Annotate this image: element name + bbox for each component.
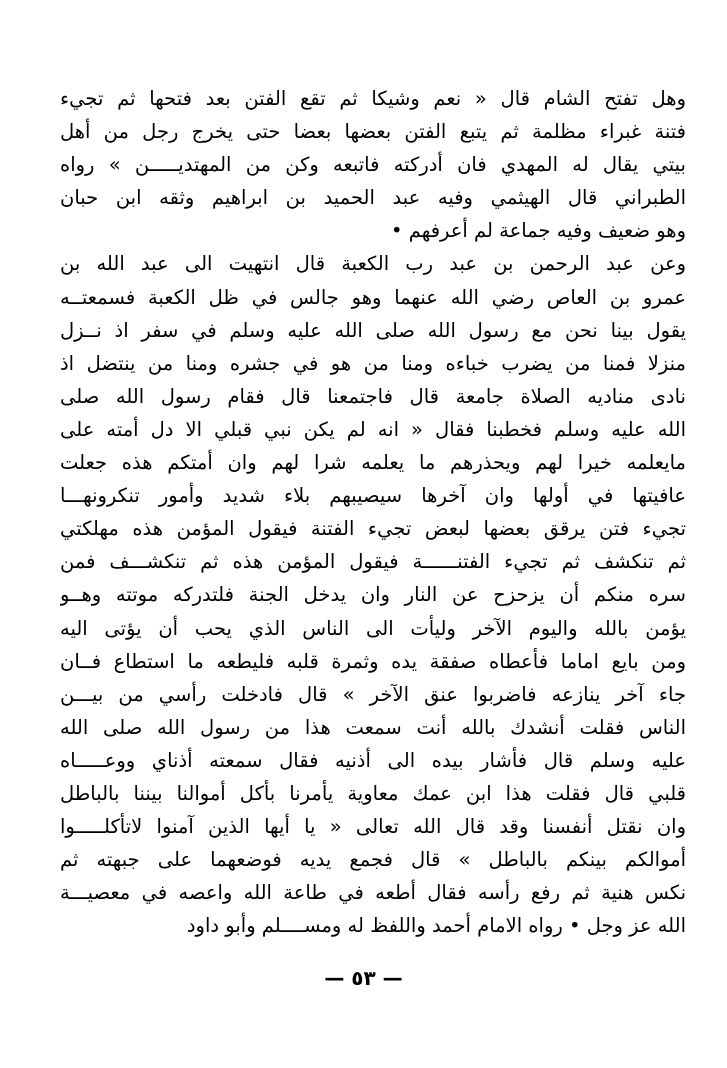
text-line: عمرو بن العاص رضي الله عنهما وهو جالس في ظل الكعبة فسمعتــه — [60, 285, 686, 309]
text-line: قلبي قال فقلت هذا ابن عمك معاوية يأمرنا بأكل أموالنا بيننا بالباطل — [60, 781, 686, 805]
text-line: ومن بايع اماما فأعطاه صفقة يده وثمرة قلبه فليطعه ما استطاع فــان — [60, 649, 686, 673]
text-line: وهل تفتح الشام قال « نعم وشيكا ثم تقع الفتن بعد فتحها ثم تجيء — [60, 87, 686, 110]
text-line: يقول بينا نحن مع رسول الله صلى الله عليه وسلم في سفر اذ نــزل — [60, 318, 686, 342]
text-line: عافيتها في أولها وان آخرها سيصيبهم بلاء شديد وأمور تنكرونهـــا — [60, 484, 686, 508]
text-line: أموالكم بينكم بالباطل » قال فجمع يديه فوضعهما على جبهته ثم — [60, 848, 686, 872]
text-line: وان نقتل أنفسنا وقد قال الله تعالى « يا أيها الذين آمنوا لاتأكلـــــوا — [60, 815, 686, 839]
text-line: جاء آخر ينازعه فاضربوا عنق الآخر » قال فادخلت رأسي من بيـــن — [60, 682, 686, 706]
text-line: الله عز وجل • رواه الامام أحمد واللفظ له ومســــلم وأبو داود — [186, 914, 686, 938]
text-line: نادى مناديه الصلاة جامعة قال فاجتمعنا قال فقام رسول الله صلى — [60, 384, 686, 408]
text-line: سره منكم أن يزحزح عن النار وان يدخل الجنة فلتدركه موتته وهــو — [60, 583, 686, 607]
body-text — [60, 82, 686, 942]
text-line: مايعلمه خيرا لهم ويحذرهم ما يعلمه شرا لهم وان أمتكم هذه جعلت — [60, 451, 686, 475]
text-line: الناس فقلت أنشدك بالله أنت سمعت هذا من رسول الله صلى الله — [60, 715, 686, 739]
text-line: يؤمن بالله واليوم الآخر وليأت الى الناس الذي يحب أن يؤتى اليه — [60, 616, 686, 640]
text-line: ثم تنكشف ثم تجيء الفتنــــــة فيقول المؤمن هذه ثم تنكشـــف فمن — [60, 550, 686, 574]
text-line: نكس هنية ثم رفع رأسه فقال أطعه في طاعة الله واعصه في معصيـــة — [60, 881, 686, 905]
text-line: بيتي يقال له المهدي فان أدركته فاتبعه وكن من المهتديـــــن » رواه — [60, 153, 686, 177]
text-line: وعن عبد الرحمن بن عبد رب الكعبة قال انتهيت الى عبد الله بن — [60, 252, 686, 276]
page-number: — ٥٣ — — [324, 966, 403, 990]
text-line: عليه وسلم قال فأشار بيده الى أذنيه فقال سمعته أذناي ووعـــــاه — [60, 748, 686, 772]
text-line: وهو ضعيف وفيه جماعة لم أعرفهم • — [391, 219, 686, 243]
text-line: الطبراني قال الهيثمي وفيه عبد الحميد بن ابراهيم وثقه ابن حبان — [60, 186, 686, 210]
text-line: منزلا فمنا من يضرب خباءه ومنا من هو في جشره ومنا من ينتضل اذ — [60, 351, 686, 375]
text-line: فتنة غبراء مظلمة ثم يتبع الفتن بعضها بعضا حتى يخرج رجل من أهل — [60, 120, 686, 144]
text-line: الله عليه وسلم فخطبنا فقال « انه لم يكن نبي قبلي الا دل أمته على — [60, 417, 686, 441]
text-line: تجيء فتن يرقق بعضها لبعض تجيء الفتنة فيقول المؤمن هذه مهلكتي — [60, 517, 686, 541]
